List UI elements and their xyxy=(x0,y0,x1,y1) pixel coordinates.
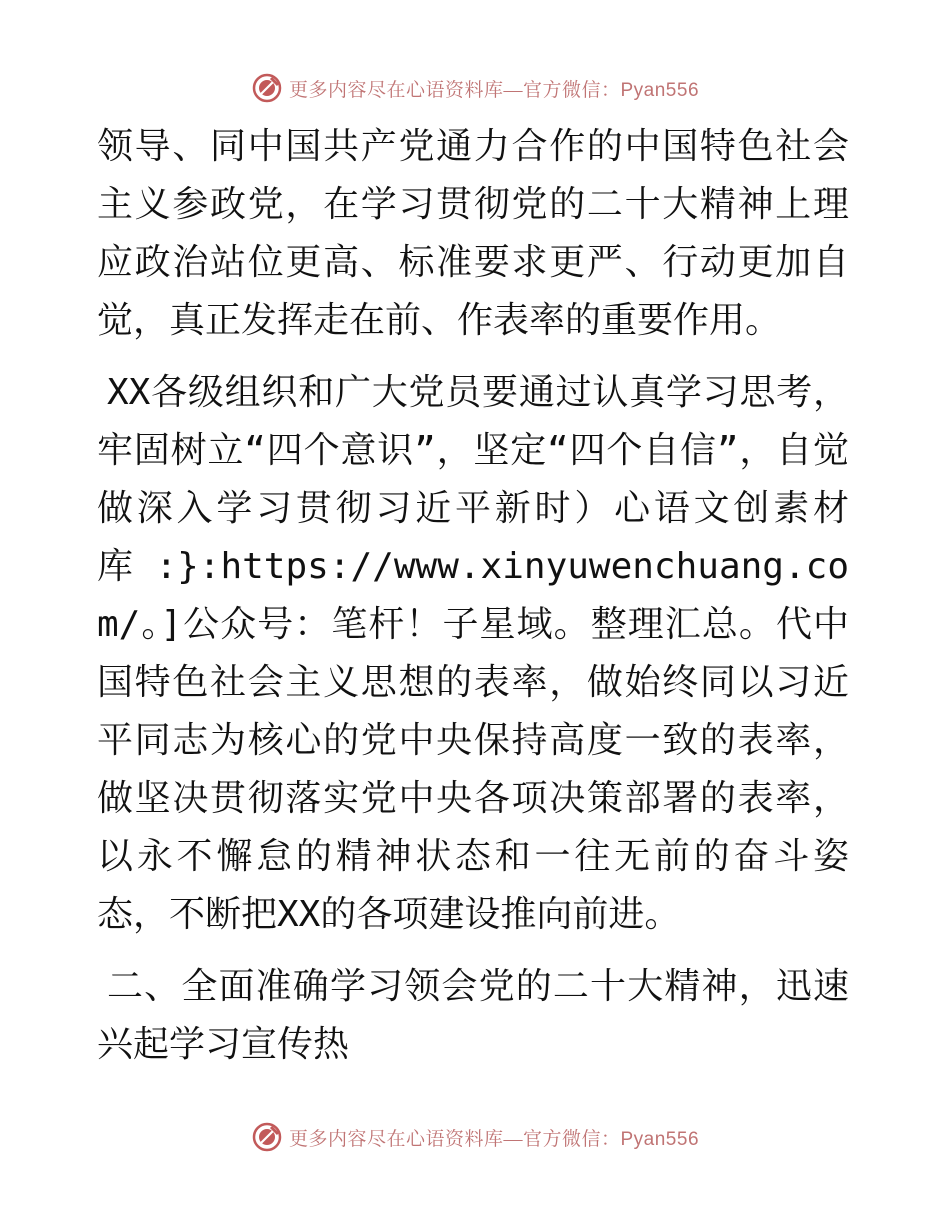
paragraph-1: 领导、同中国共产党通力合作的中国特色社会主义参政党，在学习贯彻党的二十大精神上理应政治站位更高、标准要求更严、行动更加自觉，真正发挥走在前、作表率的重要作用。 xyxy=(97,126,849,341)
header-banner-cn: 更多内容尽在心语资料库—官方微信： xyxy=(288,79,621,101)
header-banner xyxy=(0,72,950,104)
section-heading: 二、全面准确学习领会党的二十大精神，迅速兴起学习宣传热 xyxy=(97,966,849,1065)
footer-banner-cn: 更多内容尽在心语资料库—官方微信： xyxy=(288,1128,621,1150)
paragraph-2: XX各级组织和广大党员要通过认真学习思考，牢固树立“四个意识”，坚定“四个自信”，自觉做深入学习贯彻习近平新时）心语文创素材库:}:https://www.xinyuwenchuang.com/。]公众号：笔杆！子星域。整理汇总。代中国特色社会主义思想的表率，做始终同以习近平同志为核心的党中央保持高度一致的表率，做坚决贯彻落实党中央各项决策部署的表率，以永不懈怠的精神状态和一往无前的奋斗姿态，不断把XX的各项建设推向前进。 xyxy=(97,372,849,935)
logo-seal-icon xyxy=(251,1121,283,1153)
logo-seal-icon xyxy=(251,72,283,104)
header-banner-text xyxy=(289,75,699,102)
footer-banner xyxy=(0,1121,950,1153)
header-banner-id: Pyan556 xyxy=(620,79,700,101)
footer-banner-id: Pyan556 xyxy=(620,1128,700,1150)
footer-banner-text xyxy=(289,1124,699,1151)
document-body xyxy=(97,118,849,1074)
